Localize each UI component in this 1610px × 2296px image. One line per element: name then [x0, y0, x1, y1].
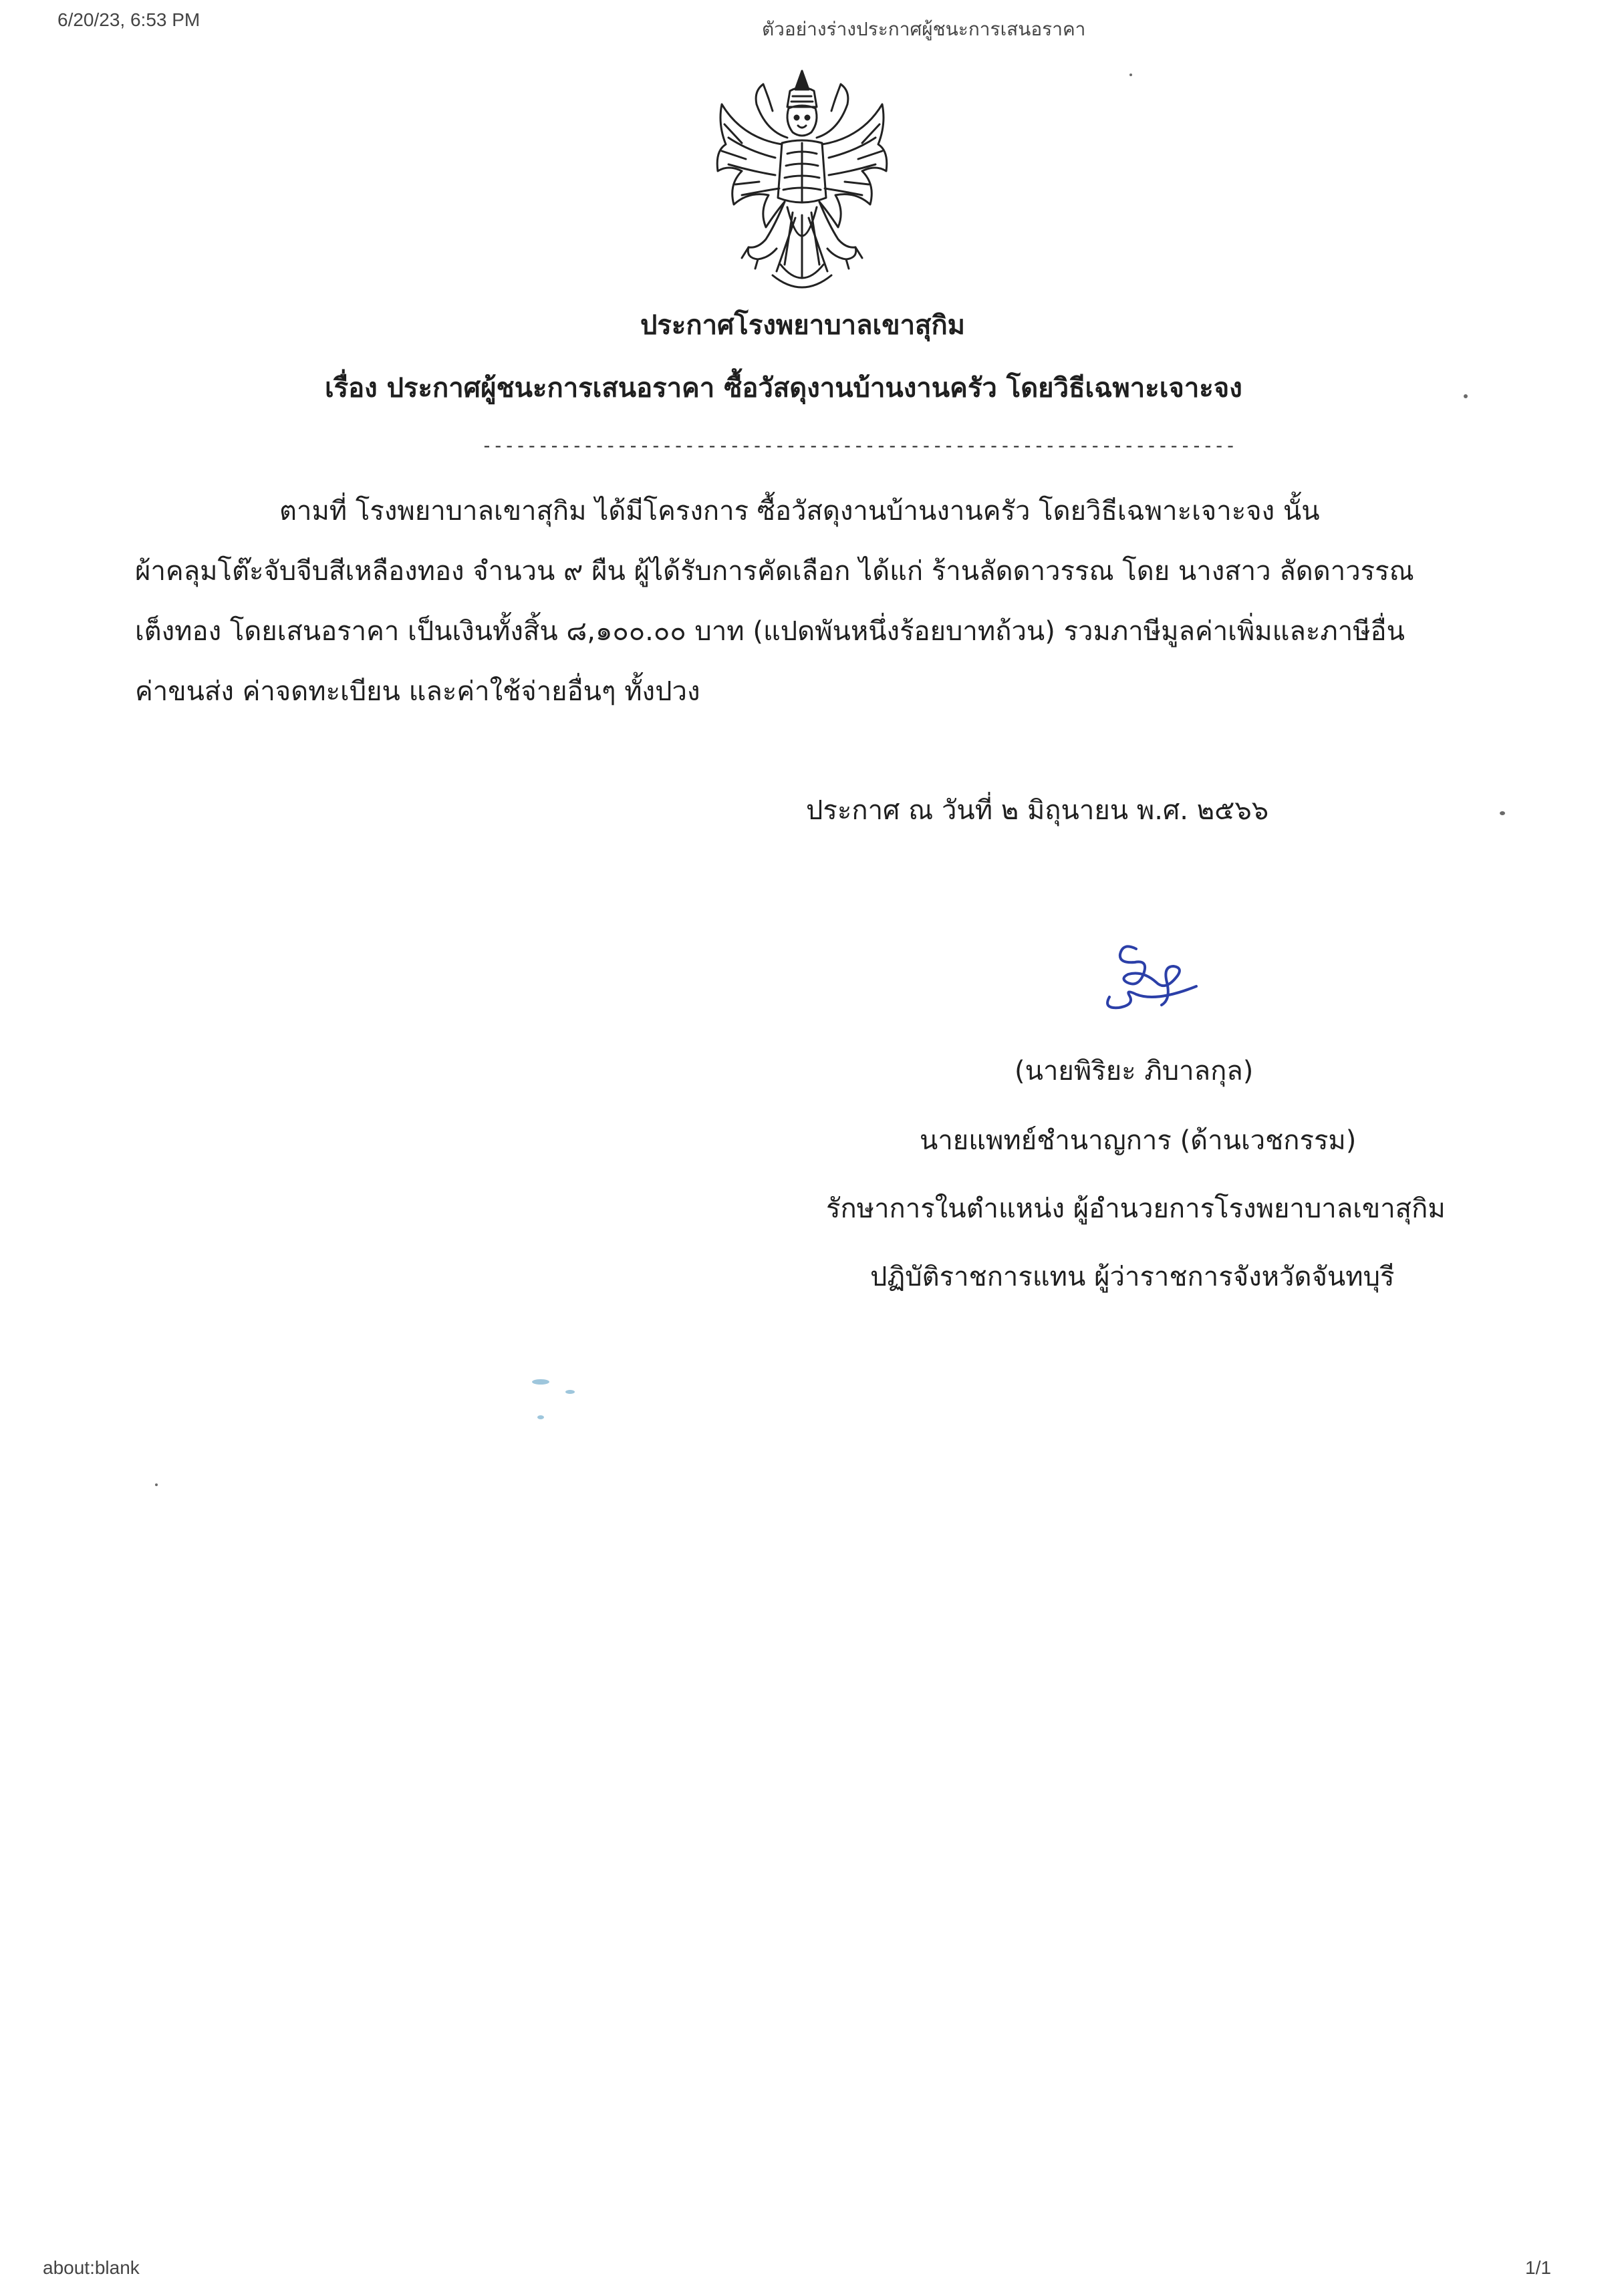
- scan-speck: [1464, 394, 1468, 398]
- announcement-date: ประกาศ ณ วันที่ ๒ มิถุนายน พ.ศ. ๒๕๖๖: [806, 795, 1269, 826]
- signatory-acting-role: รักษาการในตำแหน่ง ผู้อำนวยการโรงพยาบาลเขาสุกิม: [826, 1193, 1446, 1224]
- scan-speck: [1129, 74, 1132, 76]
- print-url: about:blank: [43, 2257, 140, 2278]
- print-document-title: ตัวอย่างร่างประกาศผู้ชนะการเสนอราคา: [762, 19, 1086, 39]
- handwritten-signature-icon: [1096, 936, 1210, 1022]
- scan-speck: [532, 1379, 549, 1385]
- garuda-emblem-icon: [702, 64, 902, 305]
- body-line-2: ผ้าคลุมโต๊ะจับจีบสีเหลืองทอง จำนวน ๙ ผืน ผู้ได้รับการคัดเลือก ได้แก่ ร้านลัดดาวรรณ โดย นางสาว ลัดดาวรรณ: [135, 556, 1414, 587]
- signatory-on-behalf: ปฏิบัติราชการแทน ผู้ว่าราชการจังหวัดจันทบุรี: [870, 1262, 1395, 1292]
- signatory-position: นายแพทย์ชำนาญการ (ด้านเวชกรรม): [920, 1125, 1357, 1156]
- scan-speck: [1500, 811, 1505, 815]
- body-line-3: เต็งทอง โดยเสนอราคา เป็นเงินทั้งสิ้น ๘,๑๐๐.๐๐ บาท (แปดพันหนึ่งร้อยบาทถ้วน) รวมภาษีมูลค่าเพิ่มและภาษีอื่น: [135, 616, 1405, 647]
- scan-speck: [155, 1483, 158, 1486]
- scan-speck: [565, 1390, 575, 1394]
- signatory-name: (นายพิริยะ ภิบาลกุล): [1015, 1056, 1254, 1087]
- scan-speck: [537, 1415, 544, 1419]
- heading-separator: -------------------------------------------------------------------: [481, 434, 1236, 456]
- body-line-1: ตามที่ โรงพยาบาลเขาสุกิม ได้มีโครงการ ซื้อวัสดุงานบ้านงานครัว โดยวิธีเฉพาะเจาะจง นั้น: [279, 496, 1320, 527]
- announcement-title: ประกาศโรงพยาบาลเขาสุกิม: [640, 310, 966, 341]
- print-datetime: 6/20/23, 6:53 PM: [57, 9, 200, 30]
- body-line-4: ค่าขนส่ง ค่าจดทะเบียน และค่าใช้จ่ายอื่นๆ ทั้งปวง: [135, 676, 700, 707]
- announcement-subject: เรื่อง ประกาศผู้ชนะการเสนอราคา ซื้อวัสดุงานบ้านงานครัว โดยวิธีเฉพาะเจาะจง: [325, 373, 1242, 404]
- print-page-number: 1/1: [1525, 2257, 1551, 2278]
